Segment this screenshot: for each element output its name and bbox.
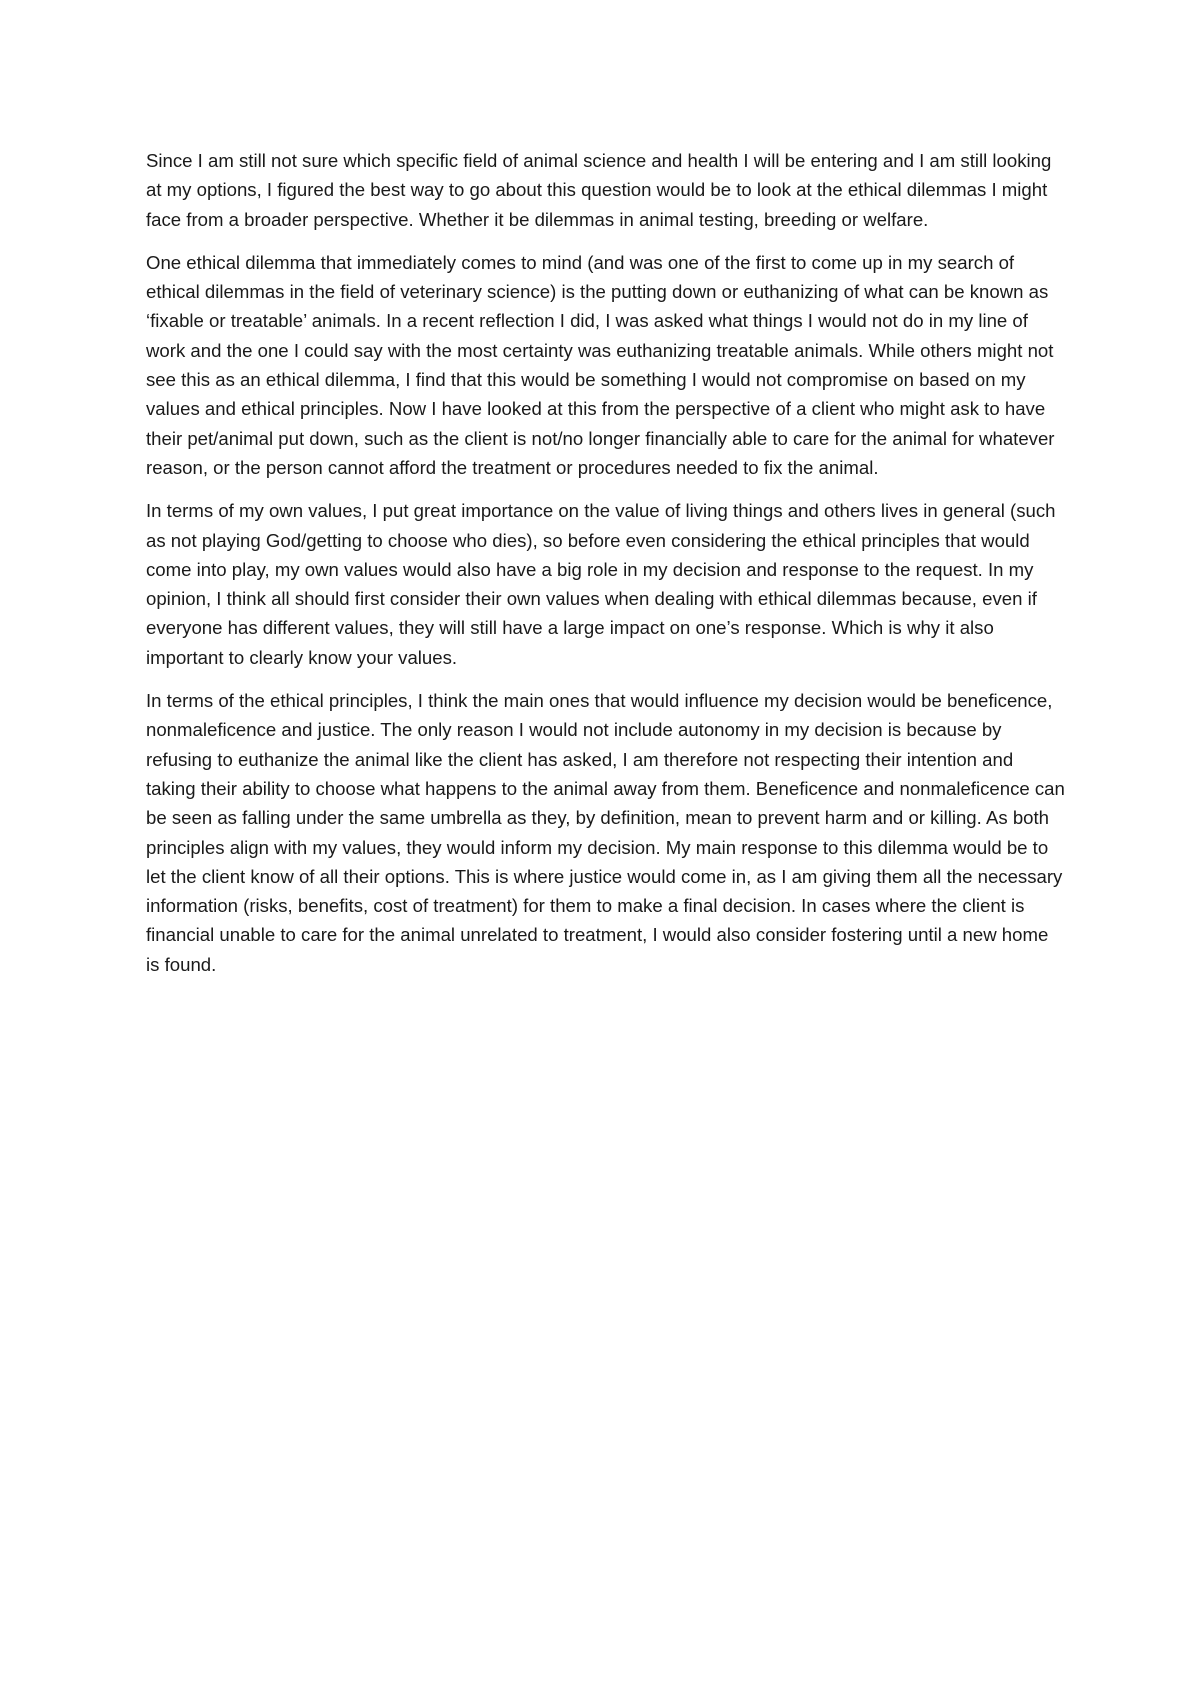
paragraph-4: In terms of the ethical principles, I think the main ones that would influence my decision would be beneficence, nonmaleficence and justice. The only reason I would not include autonomy in my decision is because by refusing to euthanize the animal like the client has asked, I am therefore not respecting their intention and taking their ability to choose what happens to the animal away from them. Beneficence and nonmaleficence can be seen as falling under the same umbrella as they, by definition, mean to prevent harm and or killing. As both principles align with my values, they would inform my decision. My main response to this dilemma would be to let the client know of all their options. This is where justice would come in, as I am giving them all the necessary information (risks, benefits, cost of treatment) for them to make a final decision. In cases where the client is financial unable to care for the animal unrelated to treatment, I would also consider fostering until a new home is found. <box>146 690 1065 975</box>
paragraph-1: Since I am still not sure which specific field of animal science and health I will be entering and I am still looking at my options, I figured the best way to go about this question would be to look at the ethical dilemmas I might face from a broader perspective. Whether it be dilemmas in animal testing, breeding or welfare. <box>146 150 1052 230</box>
paragraph-3: In terms of my own values, I put great importance on the value of living things and others lives in general (such as not playing God/getting to choose who dies), so before even considering the ethical principles that would come into play, my own values would also have a big role in my decision and response to the request. In my opinion, I think all should first consider their own values when dealing with ethical dilemmas because, even if everyone has different values, they will still have a large impact on one’s response. Which is why it also important to clearly know your values. <box>146 500 1056 668</box>
document-body <box>146 146 1066 993</box>
paragraph-2: One ethical dilemma that immediately comes to mind (and was one of the first to come up in my search of ethical dilemmas in the field of veterinary science) is the putting down or euthanizing of what can be known as ‘fixable or treatable’ animals. In a recent reflection I did, I was asked what things I would not do in my line of work and the one I could say with the most certainty was euthanizing treatable animals. While others might not see this as an ethical dilemma, I find that this would be something I would not compromise on based on my values and ethical principles. Now I have looked at this from the perspective of a client who might ask to have their pet/animal put down, such as the client is not/no longer financially able to care for the animal for whatever reason, or the person cannot afford the treatment or procedures needed to fix the animal. <box>146 251 1055 478</box>
